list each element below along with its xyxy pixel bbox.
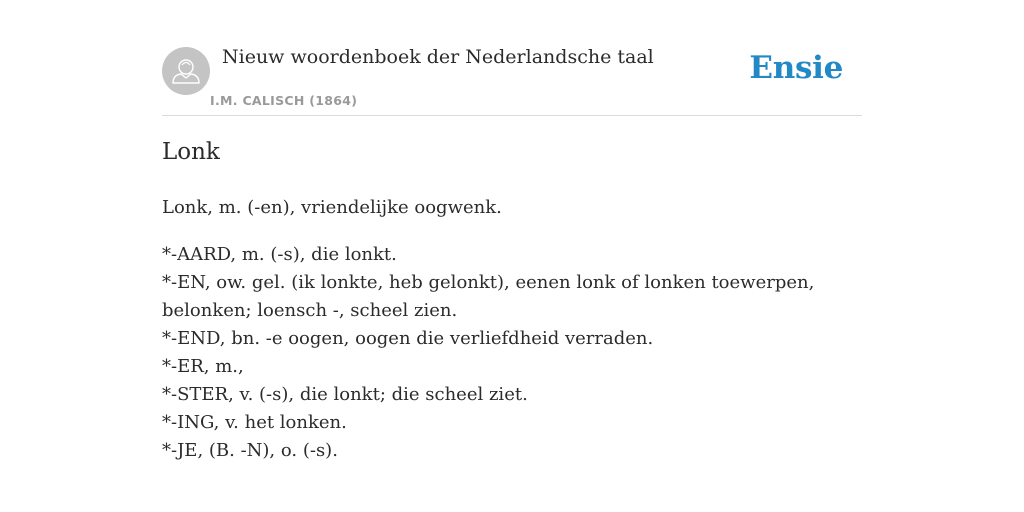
user-icon[interactable] [162,47,210,95]
definition-line: *-JE, (B. -N), o. (-s). [162,440,338,461]
definition-lead: Lonk, m. (-en), vriendelijke oogwenk. [162,197,502,218]
entry-definition [162,194,862,465]
entry-headword: Lonk [162,139,220,165]
source-header [162,0,862,116]
definition-line: *-ER, m., [162,356,244,377]
definition-line: *-STER, v. (-s), die lonkt; die scheel ziet. [162,384,528,405]
source-author[interactable]: I.M. CALISCH (1864) [210,93,358,108]
definition-line: *-ING, v. het lonken. [162,412,347,433]
ensie-logo[interactable]: Ensie [749,50,843,86]
page-container [162,0,862,461]
definition-line: *-AARD, m. (-s), die lonkt. [162,244,397,265]
source-title[interactable]: Nieuw woordenboek der Nederlandsche taal [222,46,654,68]
definition-line: *-END, bn. -e oogen, oogen die verliefdheid verraden. [162,328,654,349]
definition-line: *-EN, ow. gel. (ik lonkte, heb gelonkt), eenen lonk of lonken toewerpen, belonken; loensch -, scheel zien. [162,272,815,321]
